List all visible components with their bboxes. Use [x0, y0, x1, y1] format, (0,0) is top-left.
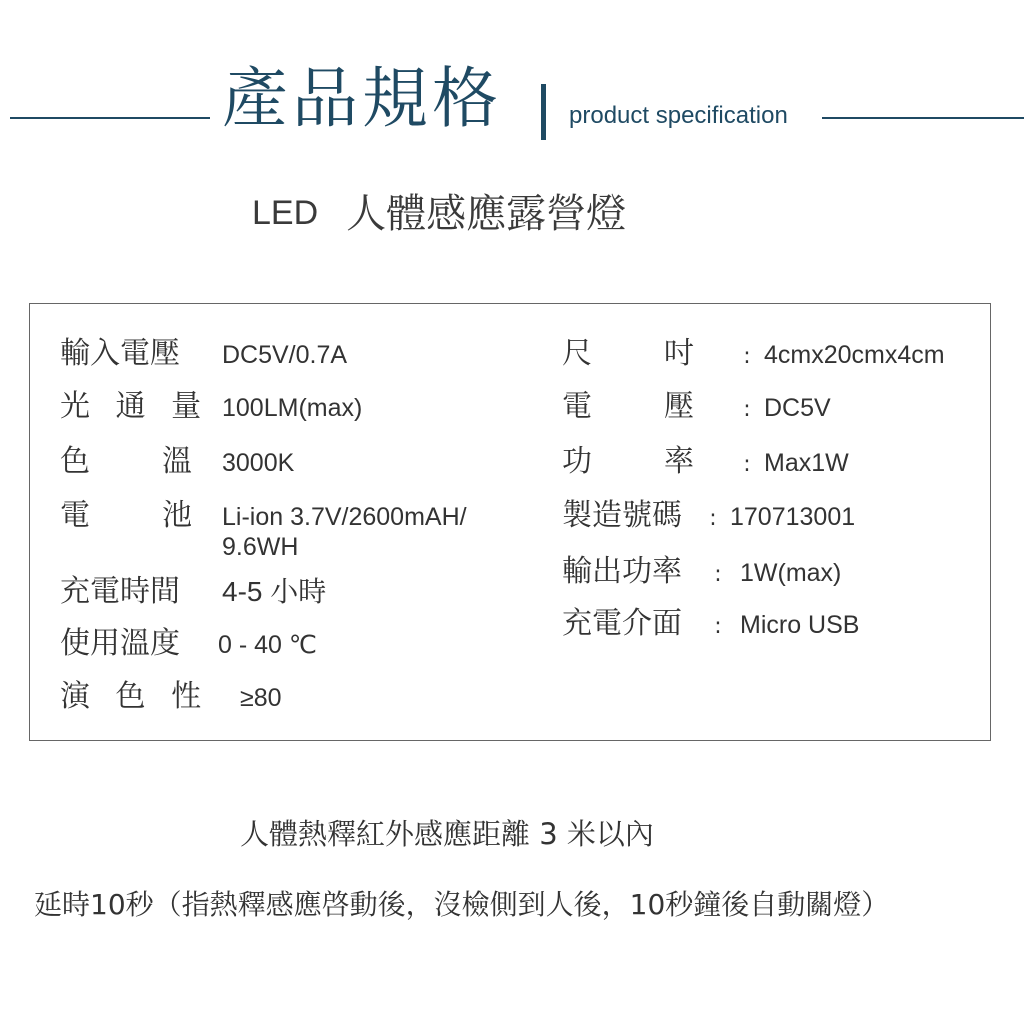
spec-row-charge-time — [60, 566, 326, 610]
product-name — [252, 191, 627, 237]
page-subtitle: product specification — [569, 102, 788, 129]
spec-label: 功 率 — [562, 444, 698, 479]
spec-row-battery-cont — [222, 533, 298, 562]
spec-value: ≥80 — [240, 684, 282, 712]
spec-label: 電 池 — [60, 498, 196, 533]
page-title: 產品規格 — [222, 60, 502, 137]
spec-row-operating-temp — [60, 618, 317, 662]
spec-label: 演 色 性 — [60, 679, 210, 714]
spec-value: 170713001 — [730, 503, 856, 531]
spec-label: 使用溫度 — [60, 626, 180, 661]
spec-label: 尺 吋 — [562, 336, 698, 371]
spec-row-color-temp — [60, 436, 294, 480]
spec-row-power — [562, 436, 849, 480]
spec-label: 製造號碼 — [562, 498, 682, 533]
spec-separator: : — [743, 397, 751, 422]
spec-separator: : — [743, 344, 751, 369]
spec-value: 4-5 小時 — [222, 576, 327, 607]
spec-row-serial — [562, 490, 855, 534]
spec-row-size — [562, 328, 945, 372]
spec-row-voltage — [562, 381, 831, 425]
sensor-range-note: 人體熱釋紅外感應距離 3 米以內 — [240, 817, 654, 851]
spec-value-continued: 9.6WH — [222, 533, 299, 561]
header-line-left — [10, 117, 210, 119]
delay-note: 延時10秒（指熱釋感應啓動後，沒檢側到人後，10秒鐘後自動關燈） — [34, 888, 890, 921]
spec-row-cri — [60, 671, 282, 715]
title-divider — [541, 84, 546, 140]
spec-separator: : — [743, 452, 751, 477]
spec-label: 充電介面 — [562, 606, 682, 641]
spec-value: Max1W — [764, 449, 849, 477]
spec-label: 輸入電壓 — [60, 336, 180, 371]
spec-value: DC5V — [764, 394, 831, 422]
spec-value: 4cmx20cmx4cm — [764, 341, 945, 369]
spec-label: 色 溫 — [60, 444, 196, 479]
header-line-right — [822, 117, 1024, 119]
spec-row-luminous-flux — [60, 381, 362, 425]
spec-value: 3000K — [222, 449, 295, 477]
spec-value: 0 - 40 ℃ — [218, 631, 317, 659]
spec-row-battery — [60, 490, 467, 534]
spec-row-output-power — [562, 546, 841, 590]
spec-separator: : — [709, 506, 717, 531]
spec-value: DC5V/0.7A — [222, 341, 348, 369]
spec-value: Micro USB — [740, 611, 860, 639]
spec-label: 電 壓 — [562, 389, 698, 424]
spec-value: 100LM(max) — [222, 394, 363, 422]
product-name-text: 人體感應露營燈 — [346, 191, 627, 237]
spec-value: 1W(max) — [740, 559, 842, 587]
product-name-led: LED — [252, 194, 319, 232]
spec-row-charge-port — [562, 598, 859, 642]
spec-label: 輸出功率 — [562, 554, 682, 589]
spec-label: 充電時間 — [60, 574, 180, 609]
spec-value: Li-ion 3.7V/2600mAH/ — [222, 503, 467, 531]
spec-row-input-voltage — [60, 328, 347, 372]
spec-separator: : — [714, 562, 722, 587]
spec-label: 光 通 量 — [60, 389, 210, 424]
spec-separator: : — [714, 614, 722, 639]
